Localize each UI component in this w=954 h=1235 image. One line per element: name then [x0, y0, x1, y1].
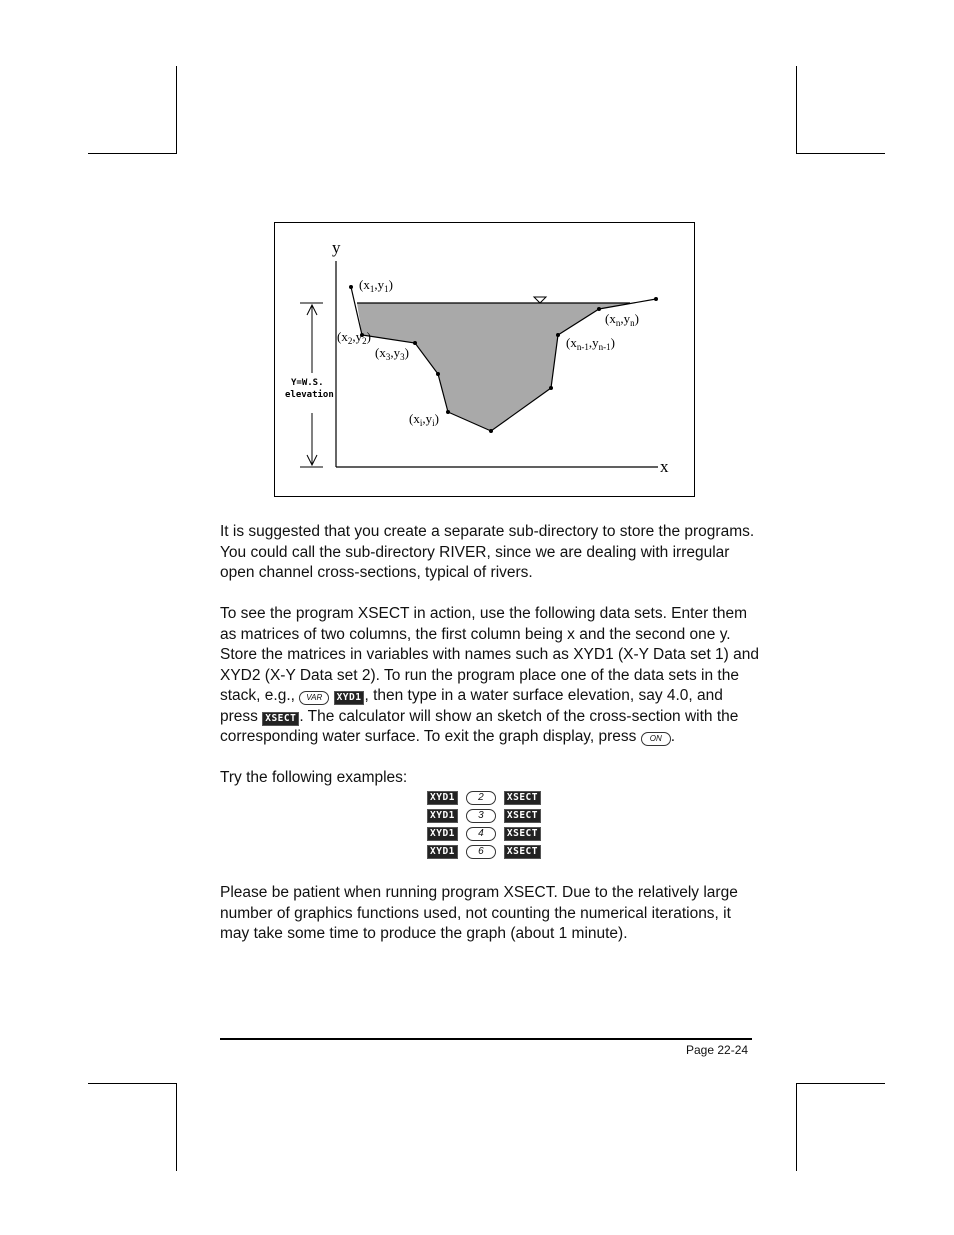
- footer-rule: [220, 1038, 752, 1040]
- water-surface-symbol: [534, 297, 546, 303]
- paragraph-text: It is suggested that you create a separate sub-directory to store the programs. You could call the sub-directory RIVER, since we are dealing with irregular open channel cross-sections, typical of rivers.: [220, 523, 755, 581]
- on-key: ON: [641, 732, 671, 746]
- crop-mark: [88, 153, 177, 154]
- point-label-n1: $(x_{n-1},y_{n-1})$: [566, 335, 615, 352]
- number-key: 2: [466, 791, 496, 805]
- crop-mark: [176, 1083, 177, 1171]
- paragraph-subdirectory: [220, 522, 760, 584]
- crop-mark: [796, 66, 797, 154]
- example-row: [427, 827, 541, 841]
- example-row: [427, 791, 541, 805]
- xsect-softmenu-key: XSECT: [504, 791, 541, 805]
- point-label-n: $(x_n,y_n)$: [605, 311, 639, 328]
- text-run: , then type in a water surface elevation, say 4.0, and press: [220, 687, 723, 725]
- paragraph-instructions: [220, 604, 760, 748]
- text-run: . The calculator will show an sketch of the cross-section with the corresponding water surface. To exit the graph display, press: [220, 707, 739, 745]
- x-axis-label: x: [660, 457, 669, 476]
- example-row: [427, 809, 541, 823]
- crop-mark: [796, 1083, 797, 1171]
- xsect-softmenu-key: XSECT: [504, 827, 541, 841]
- point-label-1: $(x_1,y_1)$: [359, 277, 393, 294]
- point-label-3: $(x_3,y_3)$: [375, 345, 409, 362]
- paragraph-text: Try the following examples:: [220, 769, 408, 786]
- paragraph-text: Please be patient when running program XSECT. Due to the relatively large number of graphics functions used, not counting the numerical iterations, it may take some time to produce the graph (about 1 minute).: [220, 884, 738, 942]
- number-key: 4: [466, 827, 496, 841]
- example-row: [427, 845, 541, 859]
- water-area: [357, 303, 630, 431]
- xyd1-softmenu-key: XYD1: [427, 827, 458, 841]
- xsect-softmenu-key: XSECT: [504, 845, 541, 859]
- text-run: .: [670, 728, 676, 745]
- xyd1-softmenu-key: XYD1: [334, 691, 365, 705]
- text-run: To see the program XSECT in action, use the following data sets. Enter them as matrices of two columns, the first column being x and the second one y. Store the matrices in variables with names such as XYD1 (X-Y Data set 1) and XYD2 (X-Y Data set 2). To run the program place one of the data sets in the stack, e.g.,: [220, 605, 760, 704]
- y-axis-label: y: [332, 238, 341, 257]
- cross-section-figure: [274, 222, 695, 497]
- point-label-i: $(x_i,y_i)$: [409, 411, 439, 428]
- var-key: VAR: [299, 691, 329, 705]
- point-label-2: $(x_2,y_2)$: [337, 329, 371, 346]
- cross-section-diagram: [275, 223, 696, 498]
- xyd1-softmenu-key: XYD1: [427, 809, 458, 823]
- page-number: Page 22-24: [686, 1043, 749, 1057]
- crop-mark: [796, 153, 885, 154]
- elevation-label: elevation: [285, 390, 334, 400]
- number-key: 6: [466, 845, 496, 859]
- paragraph-patience: [220, 883, 760, 945]
- paragraph-examples-intro: [220, 768, 760, 789]
- xyd1-softmenu-key: XYD1: [427, 791, 458, 805]
- ws-label: Y=W.S.: [291, 378, 324, 388]
- crop-mark: [796, 1083, 885, 1084]
- number-key: 3: [466, 809, 496, 823]
- paragraph-text: [220, 604, 760, 748]
- xsect-softmenu-key: XSECT: [504, 809, 541, 823]
- xyd1-softmenu-key: XYD1: [427, 845, 458, 859]
- xsect-softmenu-key: XSECT: [262, 712, 299, 726]
- crop-mark: [88, 1083, 177, 1084]
- crop-mark: [176, 66, 177, 154]
